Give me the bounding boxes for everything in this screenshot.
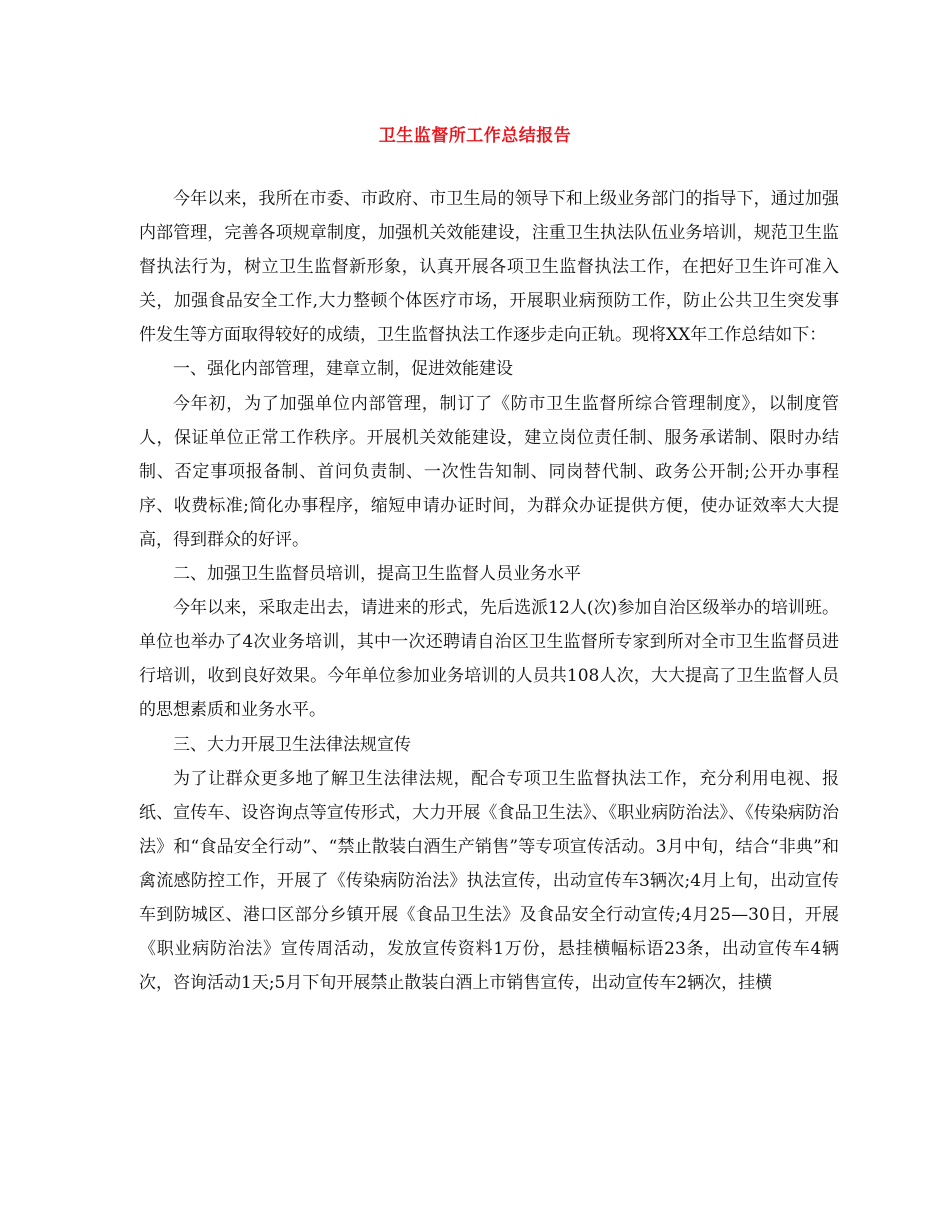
paragraph-section-1: 今年初，为了加强单位内部管理，制订了《防市卫生监督所综合管理制度》，以制度管人，保证单位正常工作秩序。开展机关效能建设，建立岗位责任制、服务承诺制、限时办结制、否定事项报备制、首问负责制、一次性告知制、同岗替代制、政务公开制;公开办事程序、收费标准;简化办事程序，缩短申请办证时间，为群众办证提供方便，使办证效率大大提高，得到群众的好评。 <box>139 393 839 550</box>
paragraph-intro: 今年以来，我所在市委、市政府、市卫生局的领导下和上级业务部门的指导下，通过加强内部管理，完善各项规章制度，加强机关效能建设，注重卫生执法队伍业务培训，规范卫生监督执法行为，树立卫生监督新形象，认真开展各项卫生监督执法工作，在把好卫生许可准入关，加强食品安全工作,大力整顿个体医疗市场，开展职业病预防工作，防止公共卫生突发事件发生等方面取得较好的成绩，卫生监督执法工作逐步走向正轨。现将XX年工作总结如下： <box>139 189 839 346</box>
section-heading-2: 二、加强卫生监督员培训，提高卫生监督人员业务水平 <box>173 564 581 585</box>
document-body <box>139 182 839 1000</box>
section-heading-1: 一、强化内部管理，建章立制，促进效能建设 <box>173 359 513 380</box>
section-heading-3: 三、大力开展卫生法律法规宣传 <box>173 734 411 755</box>
paragraph-section-3: 为了让群众更多地了解卫生法律法规，配合专项卫生监督执法工作，充分利用电视、报纸、宣传车、设咨询点等宣传形式，大力开展《食品卫生法》、《职业病防治法》、《传染病防治法》和“食品安全行动”、“禁止散装白酒生产销售”等专项宣传活动。3月中旬，结合“非典”和禽流感防控工作，开展了《传染病防治法》执法宣传，出动宣传车3辆次;4月上旬，出动宣传车到防城区、港口区部分乡镇开展《食品卫生法》及食品安全行动宣传;4月25—30日，开展《职业病防治法》宣传周活动，发放宣传资料1万份，悬挂横幅标语23条，出动宣传车4辆次，咨询活动1天;5月下旬开展禁止散装白酒上市销售宣传，出动宣传车2辆次，挂横 <box>139 768 839 994</box>
paragraph-section-2: 今年以来，采取走出去，请进来的形式，先后选派12人(次)参加自治区级举办的培训班。单位也举办了4次业务培训，其中一次还聘请自治区卫生监督所专家到所对全市卫生监督员进行培训，收到良好效果。今年单位参加业务培训的人员共108人次，大大提高了卫生监督人员的思想素质和业务水平。 <box>139 598 839 721</box>
document-title: 卫生监督所工作总结报告 <box>378 126 572 146</box>
